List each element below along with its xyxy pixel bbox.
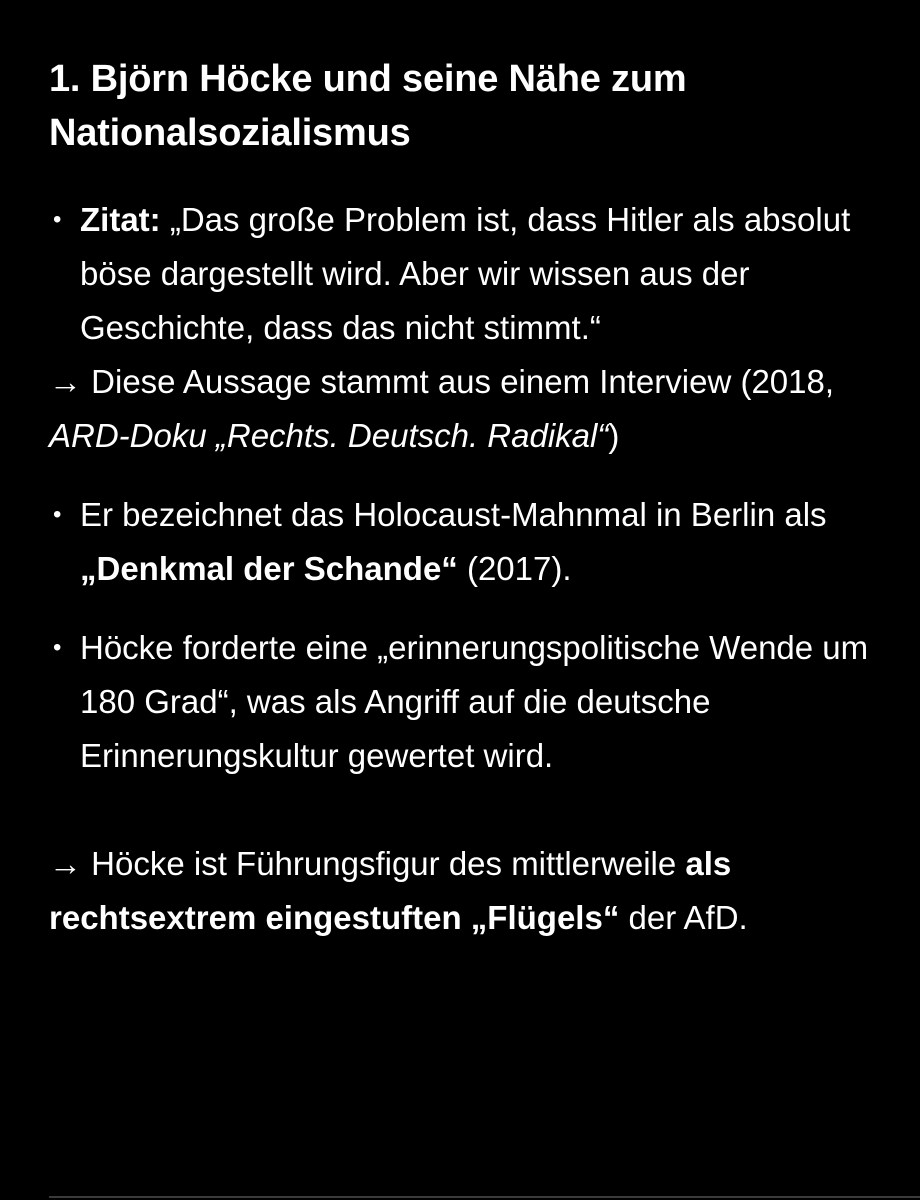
bullet-dot: • — [53, 206, 62, 233]
conclusion-suffix: der AfD. — [619, 899, 748, 936]
bottom-divider — [49, 1196, 920, 1198]
source-title: ARD-Doku „Rechts. Deutsch. Radikal“ — [49, 417, 609, 454]
bullet-quote — [49, 193, 879, 355]
bullet-list-2 — [49, 488, 879, 783]
memorial-emphasis: „Denkmal der Schande“ — [80, 550, 458, 587]
section-heading: 1. Björn Höcke und seine Nähe zum Nationalsozialismus — [49, 58, 687, 154]
remembrance-text: Höcke forderte eine „erinnerungspolitische Wende um 180 Grad“, was als Angriff auf die deutsche Erinnerungskultur gewertet wird. — [80, 629, 869, 774]
bullet-dot: • — [53, 501, 62, 528]
memorial-text-before: Er bezeichnet das Holocaust-Mahnmal in Berlin als — [80, 496, 827, 533]
conclusion — [49, 837, 879, 945]
memorial-text-after: (2017). — [457, 550, 572, 587]
article-section — [49, 52, 879, 945]
source-prefix: → Diese Aussage stammt aus einem Interview (2018, — [49, 363, 835, 400]
bullet-remembrance — [49, 621, 879, 783]
conclusion-emphasis: als rechtsextrem eingestuften „Flügels“ — [49, 845, 732, 936]
bullet-dot: • — [53, 634, 62, 661]
bullet-memorial — [49, 488, 879, 596]
quote-label: Zitat: — [80, 201, 161, 238]
source-suffix: ) — [608, 417, 620, 454]
quote-source — [49, 355, 879, 463]
quote-text: „Das große Problem ist, dass Hitler als absolut böse dargestellt wird. Aber wir wissen aus der Geschichte, dass das nicht stimmt.“ — [80, 201, 851, 346]
bullet-list — [49, 193, 879, 355]
conclusion-prefix: → Höcke ist Führungsfigur des mittlerweile — [49, 845, 686, 882]
